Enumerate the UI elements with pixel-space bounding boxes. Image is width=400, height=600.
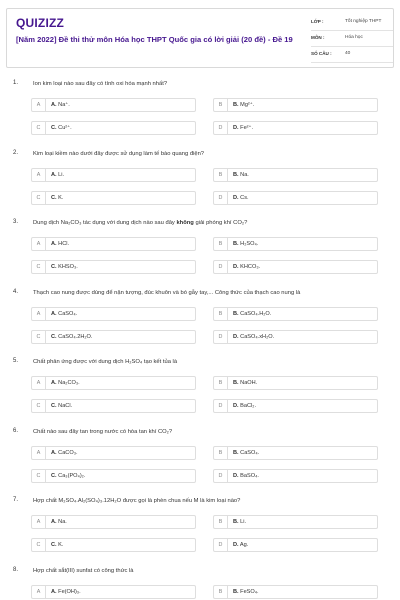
option-value: Mg²⁺.: [240, 102, 255, 108]
option-a[interactable]: [31, 98, 196, 112]
option-key: D.: [233, 473, 239, 479]
option-key: A.: [51, 519, 57, 525]
option-letter: A: [32, 169, 46, 181]
question-text: Thạch cao nung được dùng để nặn tượng, đúc khuôn và bó gẫy tay,... Công thức của thạch cao nung là: [33, 290, 301, 296]
option-value: BaSO₄.: [240, 473, 259, 479]
option-letter: B: [214, 308, 228, 320]
option-letter: C: [32, 192, 46, 204]
option-value: HCl.: [58, 241, 70, 247]
question-text: Kim loại kiềm nào dưới đây được sử dụng làm tế bào quang điện?: [33, 151, 205, 157]
option-key: C.: [51, 264, 57, 270]
option-b[interactable]: [213, 98, 378, 112]
option-letter: B: [214, 516, 228, 528]
option-value: Ag.: [239, 542, 249, 548]
option-letter: A: [32, 238, 46, 250]
option-d[interactable]: [213, 399, 378, 413]
option-letter: A: [32, 516, 46, 528]
option-key: A.: [51, 241, 57, 247]
option-c[interactable]: [31, 399, 196, 413]
option-value: Li.: [58, 172, 65, 178]
option-key: B.: [233, 450, 239, 456]
option-b[interactable]: [213, 585, 378, 599]
question-number: 1.: [13, 80, 19, 86]
option-letter: D: [214, 470, 228, 482]
option-key: B.: [233, 172, 239, 178]
option-b[interactable]: [213, 307, 378, 321]
quizizz-logo[interactable]: QUIZIZZ: [16, 16, 65, 30]
option-key: C.: [51, 473, 57, 479]
option-letter: B: [214, 447, 228, 459]
option-key: D.: [233, 542, 239, 548]
option-value: Fe²⁺.: [240, 125, 254, 131]
option-key: C.: [51, 542, 57, 548]
option-letter: B: [214, 377, 228, 389]
option-key: A.: [51, 102, 57, 108]
option-a[interactable]: [31, 376, 196, 390]
option-letter: A: [32, 377, 46, 389]
option-value: Fe(OH)₃.: [58, 589, 81, 595]
option-letter: B: [214, 169, 228, 181]
option-d[interactable]: [213, 469, 378, 483]
option-key: B.: [233, 519, 239, 525]
option-value: Na.: [240, 172, 249, 178]
option-value: NaCl.: [58, 403, 73, 409]
meta-label: MÔN :: [311, 35, 325, 40]
option-key: A.: [51, 380, 57, 386]
option-key: B.: [233, 102, 239, 108]
option-a[interactable]: [31, 237, 196, 251]
option-key: D.: [233, 195, 239, 201]
option-c[interactable]: [31, 469, 196, 483]
question-number: 2.: [13, 150, 19, 156]
question-keyword: không: [176, 220, 194, 226]
option-value: CaSO₄.2H₂O.: [58, 334, 93, 340]
option-letter: D: [214, 539, 228, 551]
option-d[interactable]: [213, 191, 378, 205]
option-letter: D: [214, 331, 228, 343]
question-number: 5.: [13, 358, 19, 364]
question-text: Dung dịch Na₂CO₃ tác dụng với dung dịch nào sau đây không giải phóng khí CO₂?: [33, 220, 248, 226]
option-value: KHCO₃.: [240, 264, 261, 270]
question-number: 7.: [13, 497, 19, 503]
option-letter: C: [32, 122, 46, 134]
option-letter: C: [32, 331, 46, 343]
question-text: Hợp chất sắt(III) sunfat có công thức là: [33, 568, 134, 574]
option-value: CaSO₄.H₂O.: [240, 311, 272, 317]
option-letter: A: [32, 447, 46, 459]
option-key: C.: [51, 125, 57, 131]
option-value: CaSO₄.: [240, 450, 260, 456]
option-value: H₂SO₄.: [240, 241, 259, 247]
option-letter: D: [214, 261, 228, 273]
option-key: B.: [233, 241, 239, 247]
option-letter: D: [214, 400, 228, 412]
option-letter: C: [32, 261, 46, 273]
question-text: Chất phản ứng được với dung dịch H₂SO₄ tạo kết tủa là: [33, 359, 178, 365]
option-key: A.: [51, 311, 57, 317]
option-d[interactable]: [213, 121, 378, 135]
option-letter: D: [214, 122, 228, 134]
option-a[interactable]: [31, 168, 196, 182]
option-key: D.: [233, 403, 239, 409]
option-key: B.: [233, 380, 239, 386]
question-number: 6.: [13, 428, 19, 434]
option-key: C.: [51, 195, 57, 201]
option-key: C.: [51, 403, 57, 409]
question-text: Chất nào sau đây tan trong nước có hòa tan khí CO₂?: [33, 429, 173, 435]
option-value: CaSO₄.: [58, 311, 78, 317]
option-d[interactable]: [213, 260, 378, 274]
option-letter: C: [32, 400, 46, 412]
option-value: FeSO₄.: [240, 589, 259, 595]
option-value: Na.: [58, 519, 67, 525]
option-letter: A: [32, 308, 46, 320]
option-key: D.: [233, 125, 239, 131]
option-value: K.: [58, 542, 64, 548]
option-c[interactable]: [31, 538, 196, 552]
option-value: Na₂CO₃.: [58, 380, 80, 386]
option-key: D.: [233, 334, 239, 340]
option-b[interactable]: [213, 446, 378, 460]
option-value: Na⁺.: [58, 102, 70, 108]
option-a[interactable]: [31, 446, 196, 460]
worksheet-title: [Năm 2022] Đề thi thử môn Hóa học THPT Quốc gia có lời giải (20 đề) - Đề 19: [16, 35, 293, 44]
option-value: BaCl₂.: [240, 403, 257, 409]
option-c[interactable]: [31, 121, 196, 135]
option-key: D.: [233, 264, 239, 270]
option-value: Ca₃(PO₄)₂.: [58, 473, 86, 479]
option-value: Cs.: [240, 195, 249, 201]
option-c[interactable]: [31, 191, 196, 205]
question-text: Ion kim loại nào sau đây có tính oxi hóa mạnh nhất?: [33, 81, 168, 87]
option-c[interactable]: [31, 330, 196, 344]
option-value: Li.: [240, 519, 247, 525]
option-a[interactable]: [31, 307, 196, 321]
option-c[interactable]: [31, 260, 196, 274]
option-key: A.: [51, 589, 57, 595]
option-d[interactable]: [213, 330, 378, 344]
meta-value: Tốt nghiệp THPT: [345, 19, 382, 24]
option-value: KHSO₃.: [58, 264, 78, 270]
option-key: A.: [51, 450, 57, 456]
question-number: 4.: [13, 289, 19, 295]
meta-row-count: [311, 49, 393, 63]
option-value: Cu²⁺.: [58, 125, 72, 131]
option-key: B.: [233, 311, 239, 317]
option-a[interactable]: [31, 515, 196, 529]
meta-label: SỐ CÂU :: [311, 51, 332, 56]
question-text: Hợp chất M₂SO₄.Al₂(SO₄)₃.12H₂O được gọi là phèn chua nếu M là kim loại nào?: [33, 498, 241, 504]
meta-value: 40: [345, 51, 351, 56]
option-b[interactable]: [213, 515, 378, 529]
option-key: C.: [51, 334, 57, 340]
option-key: B.: [233, 589, 239, 595]
option-b[interactable]: [213, 168, 378, 182]
question-number: 3.: [13, 219, 19, 225]
option-a[interactable]: [31, 585, 196, 599]
meta-label: LỚP :: [311, 19, 324, 24]
option-letter: D: [214, 192, 228, 204]
meta-value: Hóa học: [345, 35, 363, 40]
option-letter: A: [32, 99, 46, 111]
option-letter: B: [214, 99, 228, 111]
option-value: NaOH.: [240, 380, 258, 386]
option-letter: C: [32, 539, 46, 551]
worksheet-meta: [311, 17, 393, 65]
option-value: K.: [58, 195, 64, 201]
option-letter: B: [214, 238, 228, 250]
option-value: CaSO₄.xH₂O.: [240, 334, 275, 340]
option-letter: C: [32, 470, 46, 482]
worksheet-header: [6, 8, 394, 68]
option-letter: A: [32, 586, 46, 598]
option-key: A.: [51, 172, 57, 178]
option-d[interactable]: [213, 538, 378, 552]
option-letter: B: [214, 586, 228, 598]
meta-row-class: [311, 17, 393, 31]
option-b[interactable]: [213, 237, 378, 251]
question-number: 8.: [13, 567, 19, 573]
option-b[interactable]: [213, 376, 378, 390]
option-value: CaCO₃.: [58, 450, 78, 456]
meta-row-subject: [311, 33, 393, 47]
